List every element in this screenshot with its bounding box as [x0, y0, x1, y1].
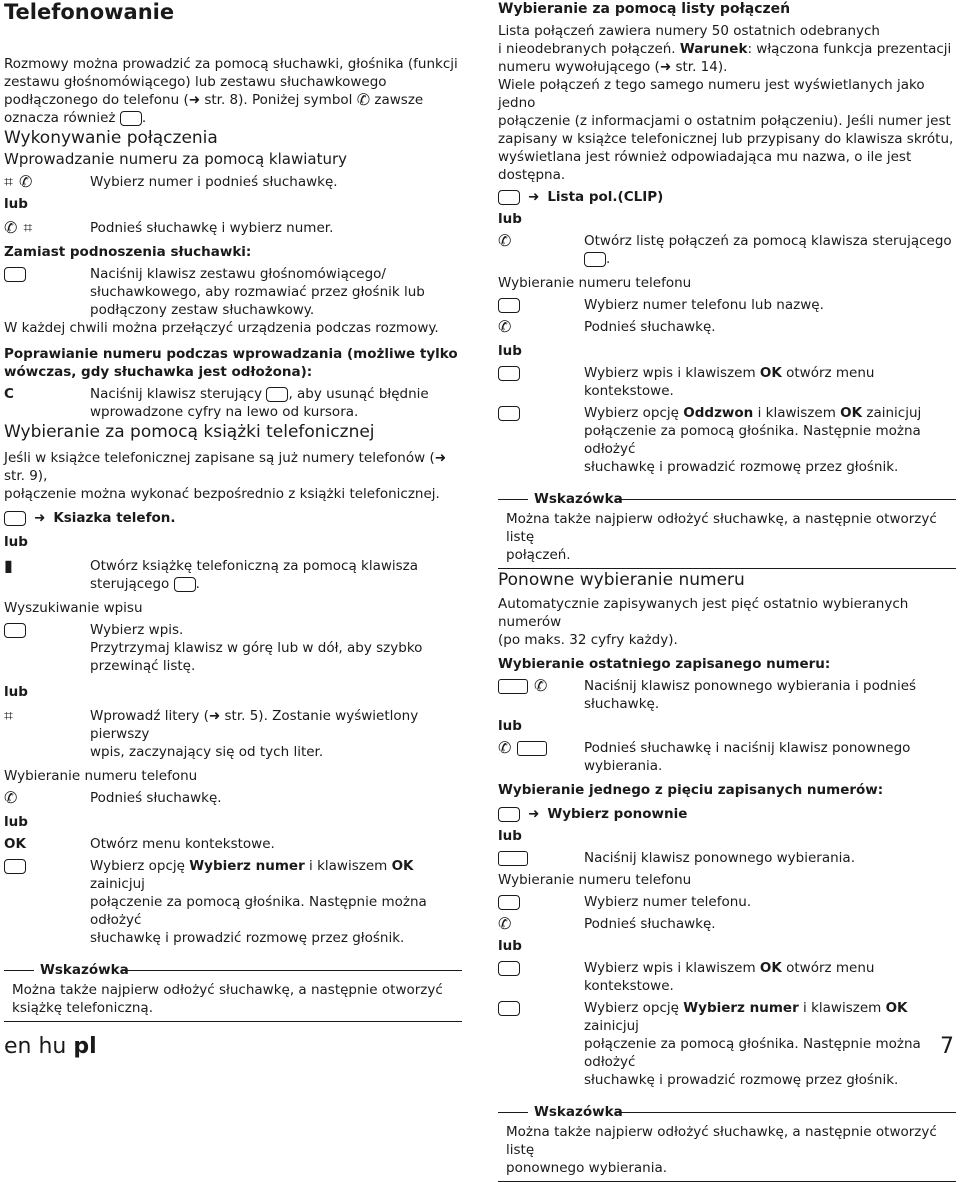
calllist-paragraph: Lista połączeń zawiera numery 50 ostatnich odebranych i nieodebranych połączeń. Warunek: włączona funkcja prezentacji numeru wywołującego (➜ str. 14).: [498, 23, 952, 75]
or-label: lub: [498, 938, 522, 954]
keypad-icon: ⌗: [4, 706, 14, 725]
search-heading: Wyszukiwanie wpisu: [4, 600, 143, 616]
nav-key-icon: [498, 1001, 520, 1016]
handset-icon: ✆: [356, 90, 371, 109]
left-column: [4, 0, 462, 1022]
menu-key-icon: [498, 807, 520, 822]
handset-icon: ✆: [4, 218, 18, 237]
phonebook-paragraph: Jeśli w książce telefonicznej zapisane są już numery telefonów (➜ str. 9), połączenie można wykonać bezpośrednio z książki telefonicznej.: [4, 450, 447, 502]
tip-box: Wskazówka Można także najpierw odłożyć słuchawkę, a następnie otworzyć książkę telefoniczną.: [4, 961, 462, 1022]
step-row: Wybierz opcję Oddzwon i klawiszem OK zainicjuj połączenie za pomocą głośnika. Następnie można odłożyć słuchawkę i prowadzić rozmowę przez głośnik.: [498, 404, 956, 476]
or-label: lub: [4, 534, 28, 550]
calllist-paragraph-2: Wiele połączeń z tego samego numeru jest wyświetlanych jako jedno połączenie (z informacjami o ostatnim połączeniu). Jeśli numer jest zapisany w książce telefonicznej lub przypisany do klawisza skrótu, wyświetlana jest również odpowiadająca mu nazwa, o ile jest dostępna.: [498, 77, 954, 183]
arrow-right-icon: ➜: [434, 450, 447, 466]
or-label: lub: [498, 211, 522, 227]
step-row: ✆ Podnieś słuchawkę i naciśnij klawisz ponownego wybierania.: [498, 738, 911, 774]
step-row: ⌗ Wprowadź litery (➜ str. 5). Zostanie wyświetlony pierwszy wpis, zaczynający się od tych liter.: [4, 706, 419, 760]
step-row: ✆ Podnieś słuchawkę.: [498, 914, 716, 933]
menu-path-calllist: ➜ Lista pol.(CLIP): [498, 188, 956, 206]
footer-languages: en hu pl: [4, 1034, 97, 1059]
intro-paragraph: Rozmowy można prowadzić za pomocą słuchawki, głośnika (funkcji zestawu głośnomówiącego) lub zestawu słuchawkowego podłączonego do telefonu (➜ str. 8). Poniżej symbol ✆ zawsze oznacza również .: [4, 56, 458, 126]
step-row: ▮ Otwórz książkę telefoniczną za pomocą klawisza sterującego .: [4, 556, 419, 592]
page-title: Telefonowanie: [4, 0, 175, 24]
section-phonebook: Wybieranie za pomocą książki telefonicznej: [4, 422, 375, 442]
step-row: ⌗ ✆ Wybierz numer i podnieś słuchawkę.: [4, 172, 338, 191]
step-row: ✆ Podnieś słuchawkę.: [4, 788, 222, 807]
step-row: Wybierz opcję Wybierz numer i klawiszem OK zainicjuj połączenie za pomocą głośnika. Następnie można odłożyć słuchawkę i prowadzić rozmowę przez głośnik.: [4, 857, 462, 947]
dial-heading: Wybieranie numeru telefonu: [498, 275, 692, 291]
handset-icon: ✆: [498, 231, 512, 250]
step-row: Wybierz wpis. Przytrzymaj klawisz w górę lub w dół, aby szybko przewinąć listę.: [4, 621, 462, 675]
handset-icon: ✆: [498, 317, 512, 336]
arrow-right-icon: ➜: [188, 92, 201, 108]
handset-icon: ✆: [19, 172, 33, 191]
step-row: ✆ Otwórz listę połączeń za pomocą klawisza sterującego .: [498, 231, 952, 267]
step-row: Wybierz wpis i klawiszem OK otwórz menu kontekstowe.: [498, 959, 956, 995]
step-row: Wybierz opcję Wybierz numer i klawiszem OK zainicjuj połączenie za pomocą głośnika. Następnie można odłożyć słuchawkę i prowadzić rozmowę przez głośnik.: [498, 999, 956, 1089]
c-key-label: C: [4, 386, 14, 402]
or-label: lub: [4, 196, 28, 212]
step-row: Naciśnij klawisz zestawu głośnomówiącego/ słuchawkowego, aby rozmawiać przez głośnik lub podłączony zestaw słuchawkowy.: [4, 265, 462, 319]
calllist-heading: Wybieranie za pomocą listy połączeń: [498, 1, 791, 17]
arrow-right-icon: ➜: [208, 708, 221, 724]
keypad-icon: ⌗: [4, 172, 14, 191]
handset-icon: ✆: [498, 738, 512, 757]
step-row: Naciśnij klawisz ponownego wybierania.: [498, 849, 956, 867]
nav-key-icon: [498, 961, 520, 976]
menu-key-icon: [498, 190, 520, 205]
handset-icon: ✆: [498, 914, 512, 933]
tip-box: Wskazówka Można także najpierw odłożyć słuchawkę, a następnie otworzyć listę połączeń.: [498, 490, 956, 569]
nav-key-icon: [4, 623, 26, 638]
or-label: lub: [4, 684, 28, 700]
handset-icon: ✆: [4, 788, 18, 807]
tip-label: Wskazówka: [40, 962, 129, 978]
step-row: ✆ ⌗ Podnieś słuchawkę i wybierz numer.: [4, 218, 334, 237]
right-column: [498, 0, 956, 1182]
switch-note: W każdej chwili można przełączyć urządzenia podczas rozmowy.: [4, 320, 439, 336]
dial-heading: Wybieranie numeru telefonu: [4, 768, 198, 784]
page-number: 7: [940, 1034, 954, 1059]
menu-path-phonebook: ➜ Ksiazka telefon.: [4, 509, 462, 527]
redial-key-icon: [498, 679, 528, 694]
last-number-heading: Wybieranie ostatniego zapisanego numeru:: [498, 656, 831, 672]
step-row: ✆ Naciśnij klawisz ponownego wybierania i podnieś słuchawkę.: [498, 677, 956, 713]
nav-key-icon: [266, 387, 288, 402]
step-row: ✆ Podnieś słuchawkę.: [498, 317, 716, 336]
arrow-right-icon: ➜: [659, 59, 672, 75]
speaker-key-icon: [4, 267, 26, 282]
speaker-key-icon: [120, 111, 142, 126]
or-label: lub: [4, 814, 28, 830]
nav-key-icon: [498, 366, 520, 381]
instead-heading: Zamiast podnoszenia słuchawki:: [4, 244, 252, 260]
step-row: C Naciśnij klawisz sterujący , aby usunąć błędnie wprowadzone cyfry na lewo od kursora.: [4, 386, 429, 420]
nav-key-icon: [584, 252, 606, 267]
nav-key-icon: [174, 577, 196, 592]
arrow-right-icon: ➜: [528, 806, 540, 822]
nav-key-icon: [498, 895, 520, 910]
handset-icon: ✆: [534, 676, 548, 695]
nav-key-icon: [498, 298, 520, 313]
five-numbers-heading: Wybieranie jednego z pięciu zapisanych numerów:: [498, 782, 884, 798]
correction-heading: Poprawianie numeru podczas wprowadzania (możliwe tylko wówczas, gdy słuchawka jest odłożona):: [4, 346, 458, 380]
subsection-keypad: Wprowadzanie numeru za pomocą klawiatury: [4, 150, 348, 168]
dial-heading-2: Wybieranie numeru telefonu: [498, 872, 692, 888]
step-row: OK Otwórz menu kontekstowe.: [4, 836, 275, 852]
or-label: lub: [498, 828, 522, 844]
menu-key-icon: [4, 511, 26, 526]
step-row: Wybierz wpis i klawiszem OK otwórz menu kontekstowe.: [498, 364, 956, 400]
tip-label: Wskazówka: [534, 1104, 623, 1120]
step-row: Wybierz numer telefonu.: [498, 893, 956, 911]
step-row: Wybierz numer telefonu lub nazwę.: [498, 296, 956, 314]
ok-key-label: OK: [4, 836, 26, 852]
redial-paragraph: Automatycznie zapisywanych jest pięć ostatnio wybieranych numerów (po maks. 32 cyfry każdy).: [498, 596, 909, 648]
menu-path-redial: ➜ Wybierz ponownie: [498, 805, 956, 823]
or-label: lub: [498, 343, 522, 359]
keypad-icon: ⌗: [23, 218, 33, 237]
section-make-call: Wykonywanie połączenia: [4, 128, 218, 148]
arrow-right-icon: ➜: [528, 189, 540, 205]
redial-key-icon: [498, 851, 528, 866]
tip-label: Wskazówka: [534, 491, 623, 507]
redial-key-icon: [517, 741, 547, 756]
arrow-right-icon: ➜: [34, 510, 46, 526]
section-redial: Ponowne wybieranie numeru: [498, 570, 745, 590]
phonebook-key-icon: ▮: [4, 556, 13, 575]
nav-key-icon: [4, 859, 26, 874]
or-label: lub: [498, 718, 522, 734]
tip-box: Wskazówka Można także najpierw odłożyć słuchawkę, a następnie otworzyć listę ponownego wybierania.: [498, 1103, 956, 1182]
nav-key-icon: [498, 406, 520, 421]
